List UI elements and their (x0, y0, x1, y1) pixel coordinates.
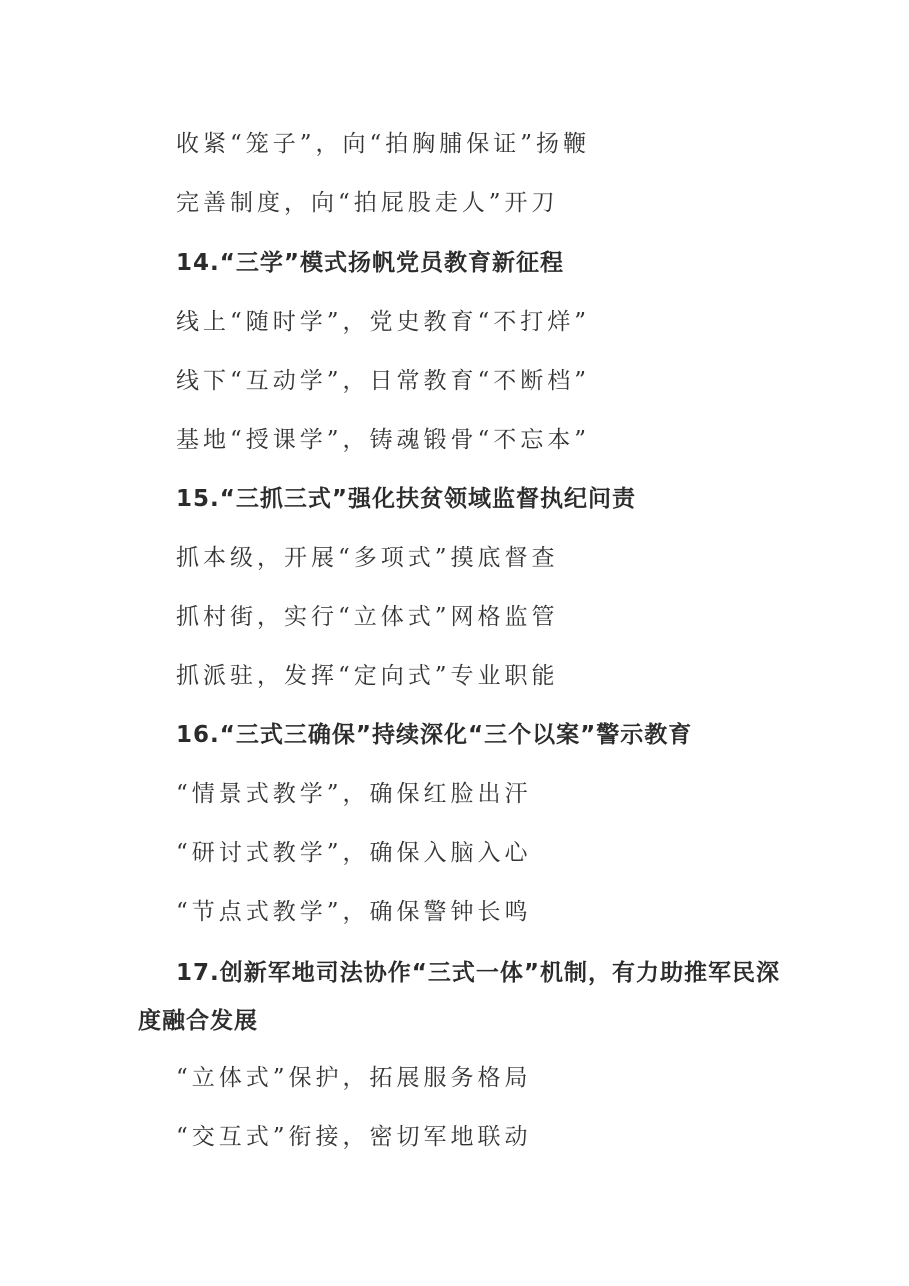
section-14-item: 线上“随时学”，党史教育“不打烊” (176, 309, 591, 335)
section-heading-15: 15.“三抓三式”强化扶贫领域监督执纪问责 (176, 486, 636, 512)
section-15-item: 抓本级，开展“多项式”摸底督查 (176, 545, 559, 571)
section-16-item: “研讨式教学”，确保入脑入心 (176, 840, 532, 866)
text-line: 收紧“笼子”，向“拍胸脯保证”扬鞭 (176, 131, 591, 157)
section-15-item: 抓派驻，发挥“定向式”专业职能 (176, 663, 559, 689)
section-14-item: 基地“授课学”，铸魂锻骨“不忘本” (176, 427, 591, 453)
section-17-item: “交互式”衔接，密切军地联动 (176, 1124, 532, 1150)
section-14-item: 线下“互动学”，日常教育“不断档” (176, 368, 591, 394)
section-16-item: “情景式教学”，确保红脸出汗 (176, 781, 532, 807)
section-17-item: “立体式”保护，拓展服务格局 (176, 1065, 532, 1091)
section-heading-14: 14.“三学”模式扬帆党员教育新征程 (176, 250, 564, 276)
section-16-item: “节点式教学”，确保警钟长鸣 (176, 899, 532, 925)
section-heading-16: 16.“三式三确保”持续深化“三个以案”警示教育 (176, 722, 693, 748)
section-heading-17: 17.创新军地司法协作“三式一体”机制，有力助推军民深度融合发展 (138, 960, 780, 1034)
text-line: 完善制度，向“拍屁股走人”开刀 (176, 190, 559, 216)
section-15-item: 抓村街，实行“立体式”网格监管 (176, 604, 559, 630)
